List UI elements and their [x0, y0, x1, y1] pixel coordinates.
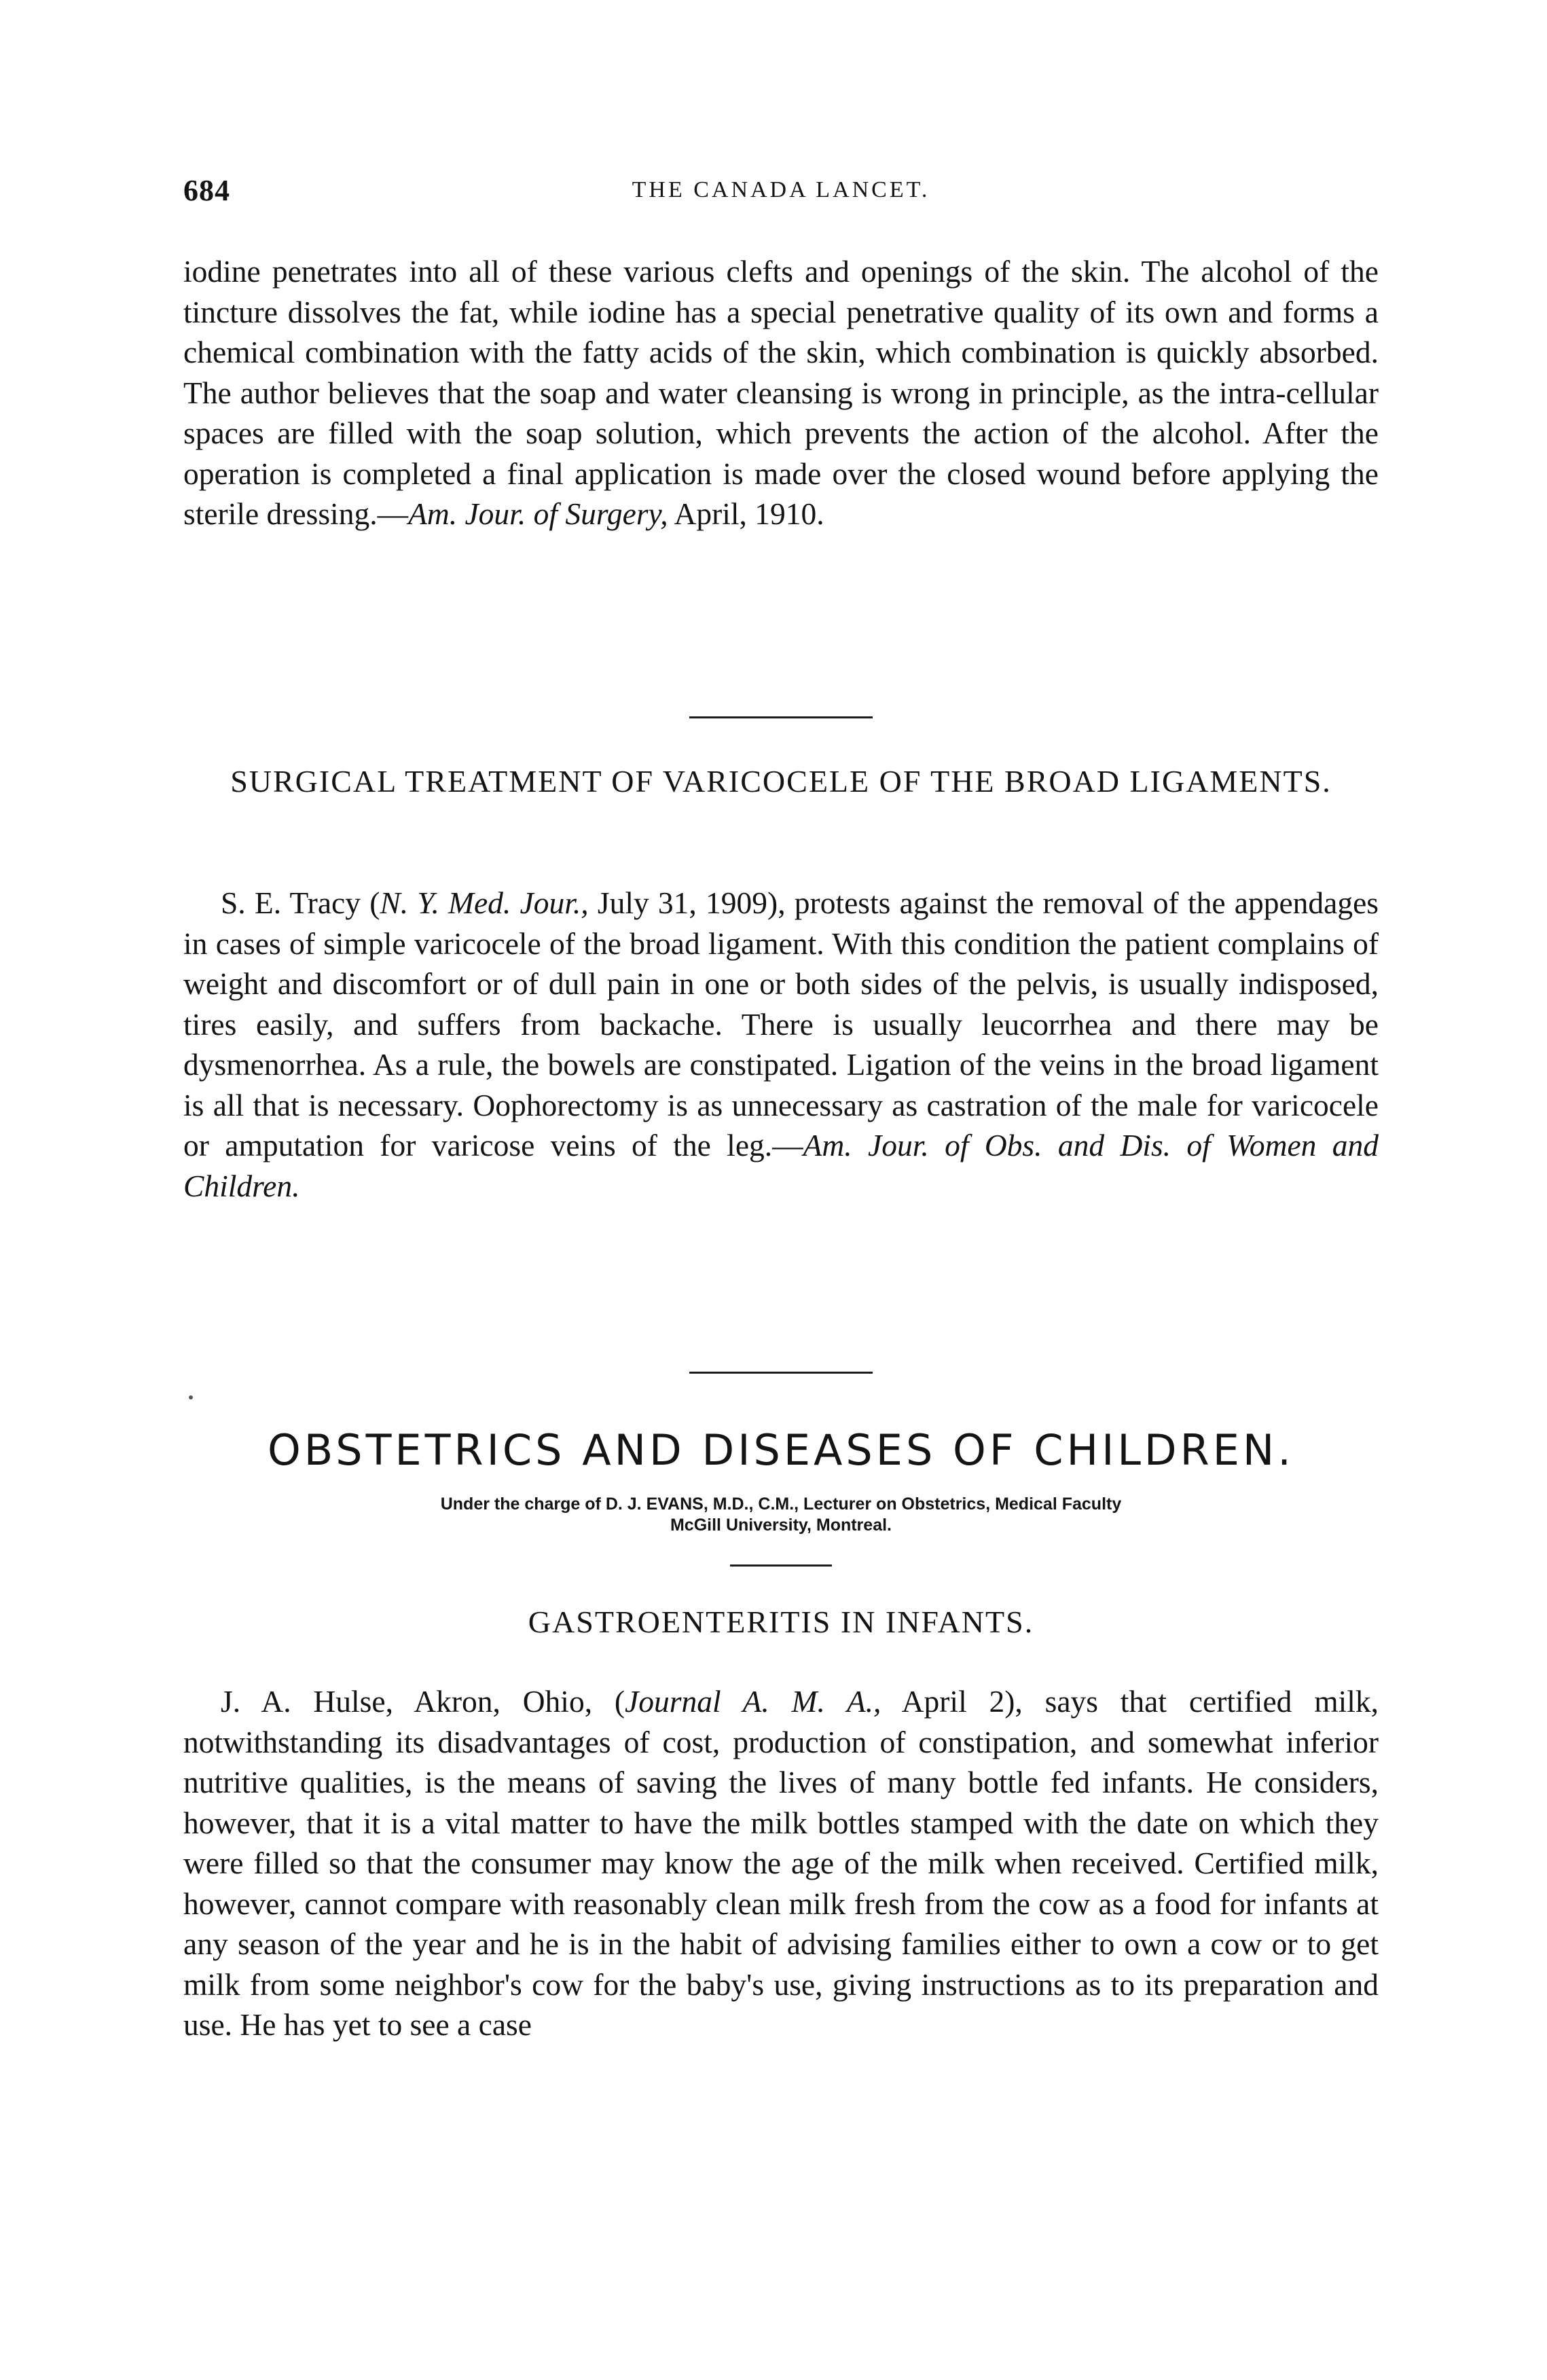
print-speck [189, 1395, 193, 1399]
section-editor-note [183, 1494, 1379, 1536]
article-gastroenteritis-block [183, 1681, 1379, 2045]
section-divider-2 [689, 1372, 873, 1374]
page-number: 684 [183, 174, 230, 207]
article-title-gastroenteritis: GASTROENTERITIS IN INFANTS. [528, 1605, 1034, 1639]
running-head [183, 173, 1379, 214]
continuation-ref-date: April, 1910. [668, 496, 824, 531]
continuation-text: iodine penetrates into all of these various clefts and openings of the skin. The alcohol of the tincture dissolves the fat, while iodine has a special penetrative quality of its own and forms a chemical combination with the fatty acids of the skin, which combination is quickly absorbed. The author believes that the soap and water cleansing is wrong in principle, as the intra-cellular spaces are filled with the soap solution, which prevents the action of the alcohol. After the operation is completed a final application is made over the closed wound before applying the sterile dressing.— [183, 254, 1379, 531]
article-varicocele-paragraph [183, 883, 1379, 1206]
article-varicocele-author: S. E. Tracy ( [221, 885, 380, 920]
article-gastroenteritis-text: April 2), says that certified milk, notwithstanding its disadvantages of cost, production of constipation, and somewhat inferior nutritive qualities, is the means of saving the lives of many bottle fed infants. He considers, however, that it is a vital matter to have the milk bottles stamped with the date on which they were filled so that the consumer may know the age of the milk when received. Certified milk, however, cannot compare with reasonably clean milk fresh from the cow as a food for infants at any season of the year and he is in the habit of advising families either to own a cow or to get milk from some neighbor's cow for the baby's use, giving instructions as to its preparation and use. He has yet to see a case [183, 1684, 1379, 2042]
journal-title: THE CANADA LANCET. [632, 177, 930, 202]
section-title-obstetrics: OBSTETRICS AND DISEASES OF CHILDREN. [267, 1425, 1295, 1475]
continuation-ref-journal: Am. Jour. of Surgery, [408, 496, 668, 531]
section-editor-line-1: Under the charge of D. J. EVANS, M.D., C.M., Lecturer on Obstetrics, Medical Faculty [440, 1495, 1122, 1514]
section-editor-line-2: McGill University, Montreal. [670, 1516, 892, 1535]
article-gastroenteritis-paragraph [183, 1681, 1379, 2045]
section-divider-1 [689, 716, 873, 718]
article-varicocele-text: July 31, 1909), protests against the removal of the appendages in cases of simple varicocele of the broad ligament. With this condition the patient complains of weight and discomfort or of dull pain in one or both sides of the pelvis, is usually indisposed, tires easily, and suffers from backache. There is usually leucorrhea and there may be dysmenorrhea. As a rule, the bowels are constipated. Ligation of the veins in the broad ligament is all that is necessary. Oophorectomy is as unnecessary as castration of the male for varicocele or amputation for varicose veins of the leg.— [183, 885, 1379, 1162]
article-varicocele-ref: Am. Jour. of Obs. and Dis. of Women and Children. [183, 1128, 1379, 1203]
article-varicocele-source: N. Y. Med. Jour., [380, 885, 589, 920]
article-gastroenteritis-author: J. A. Hulse, Akron, Ohio, ( [221, 1684, 625, 1719]
section-divider-3 [730, 1564, 832, 1567]
article-gastroenteritis-source: Journal A. M. A., [625, 1684, 881, 1719]
continuation-paragraph-block [183, 251, 1379, 534]
article-title-varicocele: SURGICAL TREATMENT OF VARICOCELE OF THE BROAD LIGAMENTS. [230, 764, 1332, 799]
continuation-paragraph [183, 251, 1379, 534]
article-varicocele-block [183, 883, 1379, 1206]
